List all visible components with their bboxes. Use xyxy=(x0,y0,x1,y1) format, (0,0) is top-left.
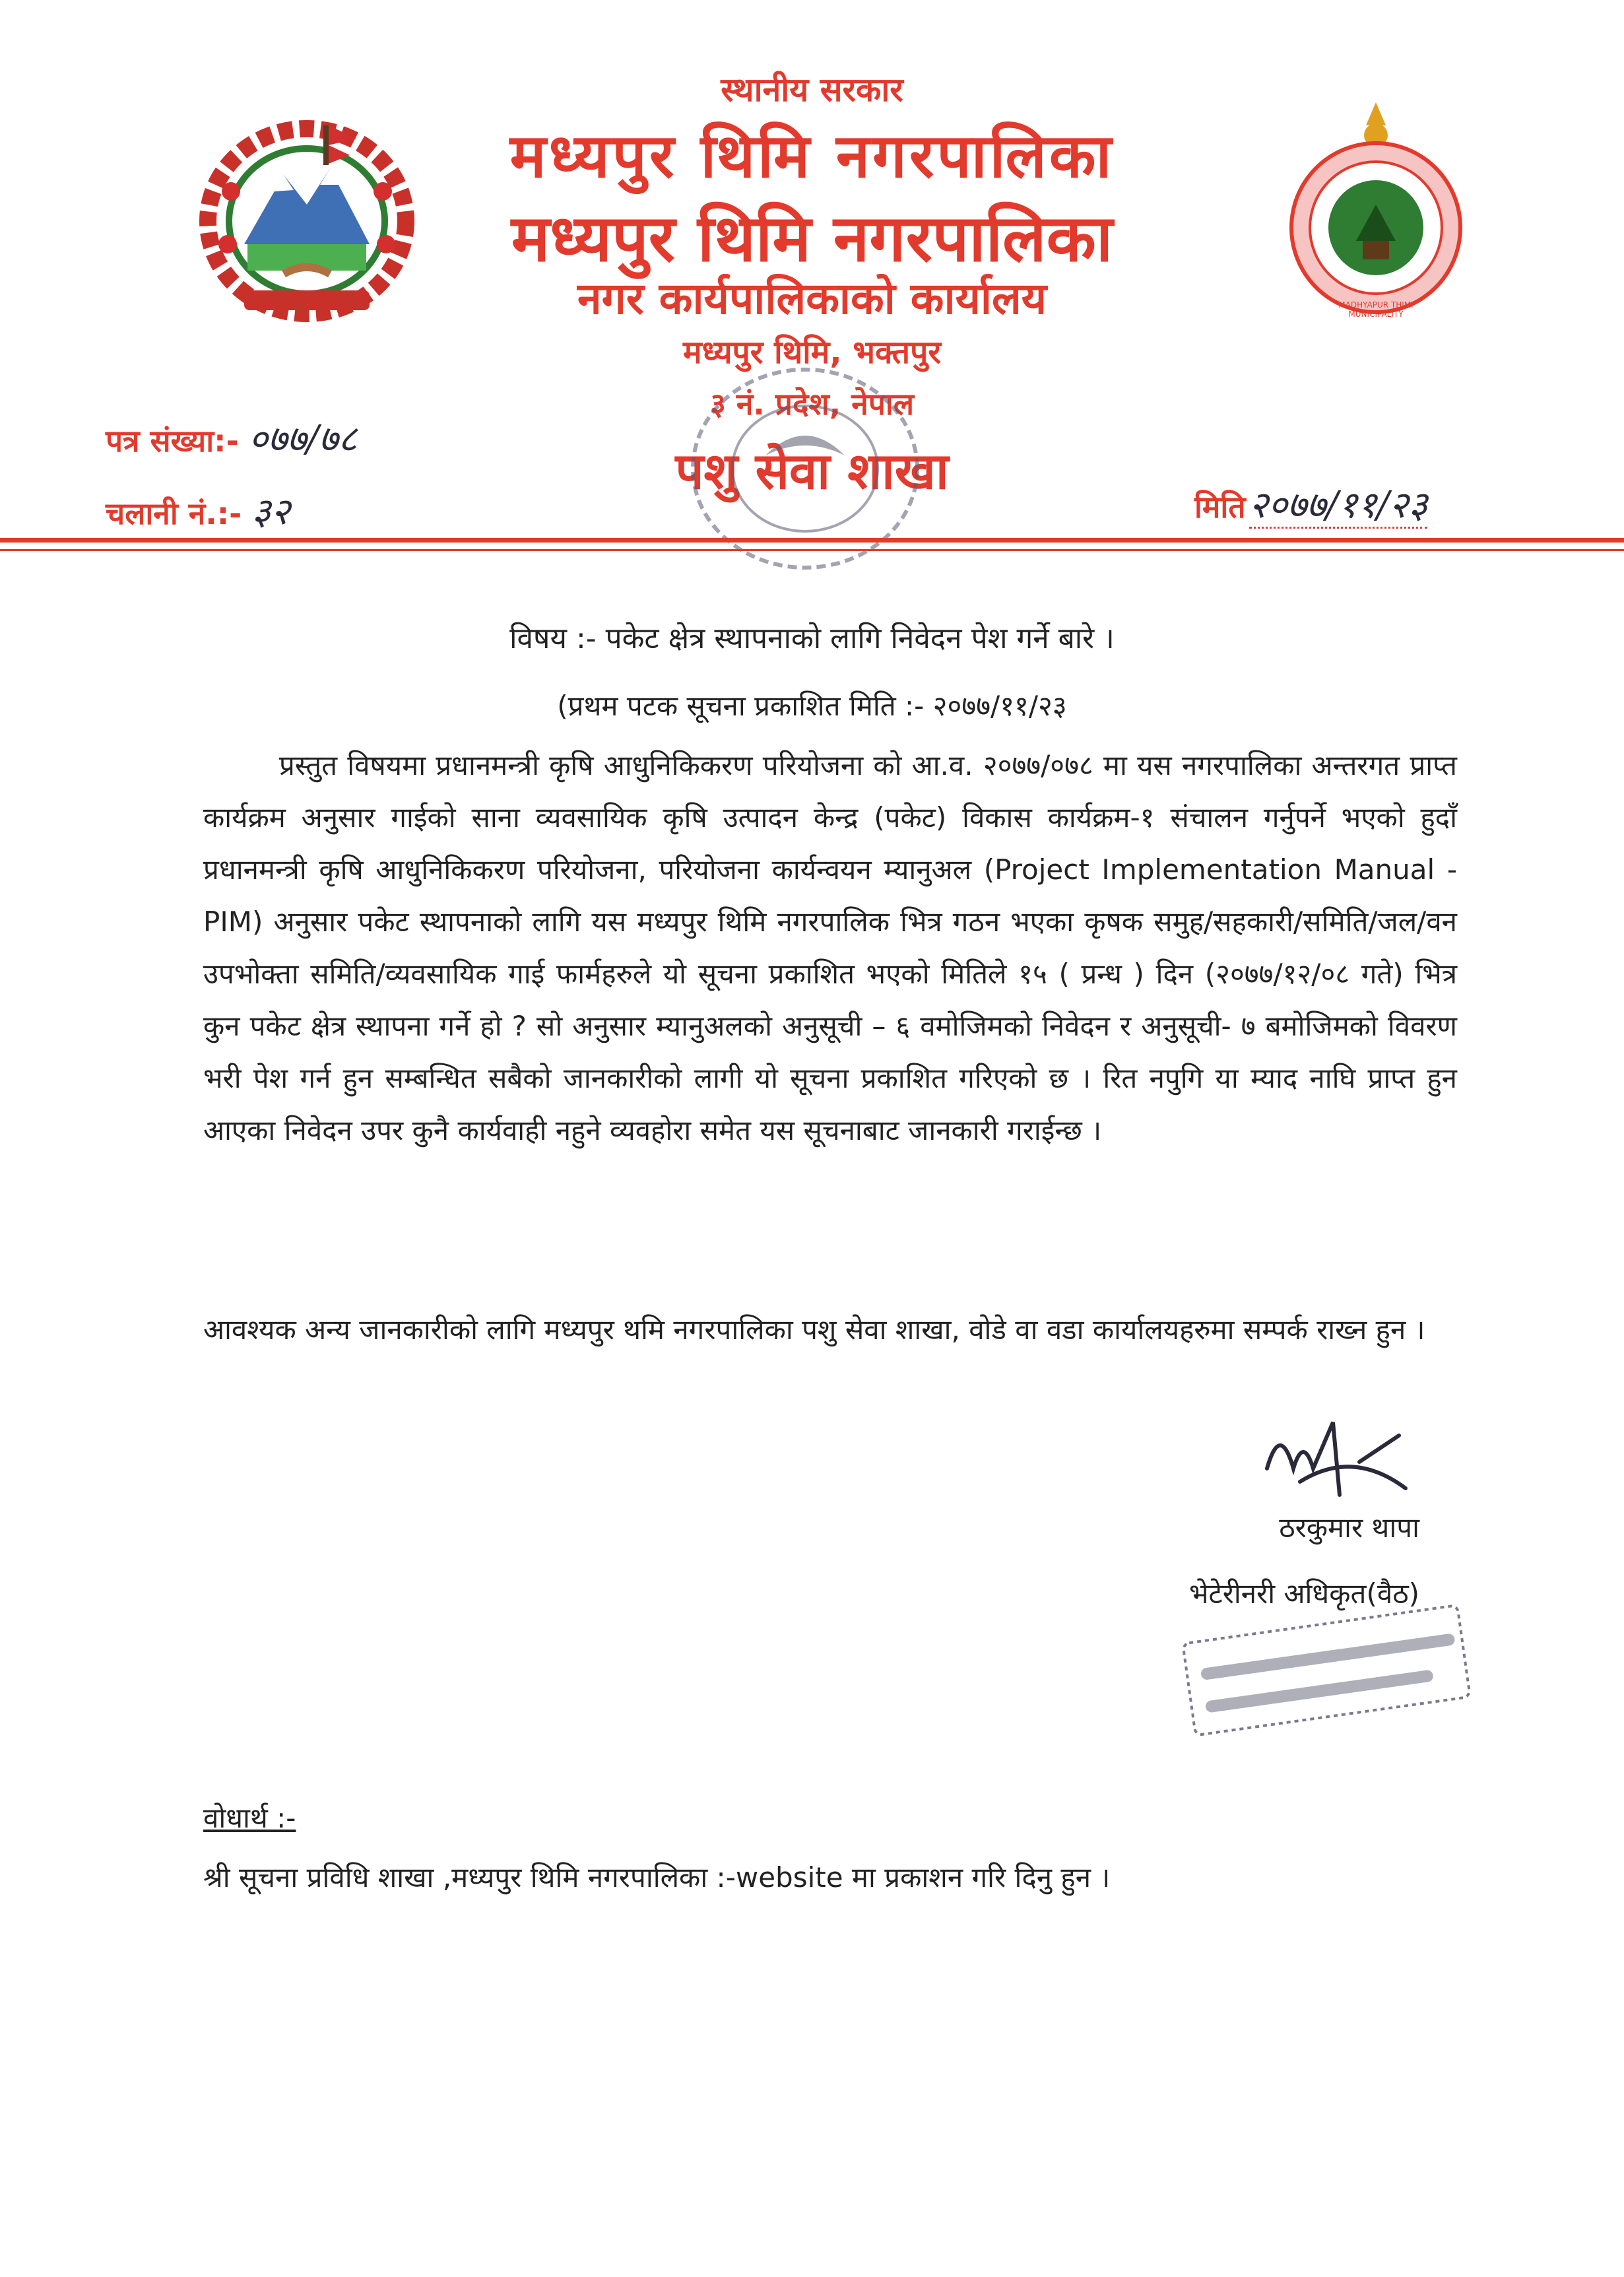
header-section-name: पशु सेवा शाखा xyxy=(675,442,949,500)
header-rule-thick xyxy=(0,538,1624,543)
signatory-title: भेटेरीनरी अधिकृत(वैठ) xyxy=(1189,1577,1419,1610)
notice-paragraph-main: प्रस्तुत विषयमा प्रधानमन्त्री कृषि आधुनिकिकरण परियोजना को आ.व. २०७७/०७८ मा यस नगरपालिका अन्तरगत प्राप्त कार्यक्रम अनुसार गाईको साना व्यवसायिक कृषि उत्पादन केन्द्र (पकेट) विकास कार्यक्रम-१ संचालन गर्नुपर्ने भएको हुदाँ प्रधानमन्त्री कृषि आधुनिकिकरण परियोजना, परियोजना कार्यन्वयन म्यानुअल (Project Implementation Manual -PIM) अनुसार पकेट स्थापनाको लागि यस मध्यपुर थिमि नगरपालिक भित्र गठन भएका कृषक समुह/सहकारी/समिति/जल/वन उपभोक्ता समिति/व्यवसायिक गाई फार्महरुले यो सूचना प्रकाशित भएको मितिले १५ ( प्रन्ध ) दिन (२०७७/१२/०८ गते) भित्र कुन पकेट क्षेत्र स्थापना गर्ने हो ? सो अनुसार म्यानुअलको अनुसूची – ६ वमोजिमको निवेदन र अनुसूची- ७ बमोजिमको विवरण भरी पेश गर्न हुन सम्बन्धित सबैको जानकारीको लागी यो सूचना प्रकाशित गरिएको छ । रित नपुगि या म्याद नाघि प्राप्त हुन आएका निवेदन उपर कुनै कार्यवाही नहुने व्यवहोरा समेत यस सूचनाबाट जानकारी गराईन्छ । xyxy=(203,749,1457,1146)
letter-date xyxy=(1194,478,1427,529)
dispatch-number-value: ३२ xyxy=(251,490,290,533)
cc-recipient: श्री सूचना प्रविधि शाखा ,मध्यपुर थिमि नगरपालिका :-website मा प्रकाशन गरि दिनु हुन । xyxy=(203,1861,1111,1894)
municipality-ring-text: MADHYAPUR THIMI MUNICIPALITY xyxy=(1338,300,1413,319)
letter-number-value: ०७७/७८ xyxy=(248,418,358,461)
dispatch-number-label: चलानी नं.:- xyxy=(106,496,242,531)
date-label: मिति xyxy=(1194,489,1246,525)
header-office-name: नगर कार्यपालिकाको कार्यालय xyxy=(577,273,1047,324)
subject-line: विषय :- पकेट क्षेत्र स्थापनाको लागि निवेदन पेश गर्ने बारे । xyxy=(509,622,1115,655)
signatory-name: ठरकुमार थापा xyxy=(1279,1511,1419,1544)
header-municipality-name: मध्यपुर थिमि नगरपालिका xyxy=(511,201,1113,277)
letter-number xyxy=(106,412,357,463)
header-province: ३ नं. प्रदेश, नेपाल xyxy=(709,386,915,422)
header-local-government: स्थानीय सरकार xyxy=(721,71,903,109)
header-municipality-name-stylized: मध्यपुर थिमि नगरपालिका xyxy=(509,121,1115,191)
signature-scribble-icon xyxy=(1241,1409,1439,1521)
date-value: २०७७/११/२३ xyxy=(1249,484,1428,529)
dispatch-number xyxy=(106,485,290,535)
header-rule-thin xyxy=(0,549,1624,551)
header-address: मध्यपुर थिमि, भक्तपुर xyxy=(682,334,942,371)
notice-contact xyxy=(203,1304,1457,1356)
notice-paragraph-contact: आवश्यक अन्य जानकारीको लागि मध्यपुर थमि नगरपालिका पशु सेवा शाखा, वोडे वा वडा कार्यालयहरुमा सम्पर्क राख्न हुन । xyxy=(203,1313,1425,1346)
cc-label: वोधार्थ :- xyxy=(203,1802,296,1834)
letter-number-label: पत्र संख्या:- xyxy=(106,423,239,459)
notice-body xyxy=(203,739,1457,1156)
office-stamp-icon xyxy=(666,356,944,607)
first-publication-date: (प्रथम पटक सूचना प्रकाशित मिति :- २०७७/११/२३ xyxy=(557,690,1067,722)
